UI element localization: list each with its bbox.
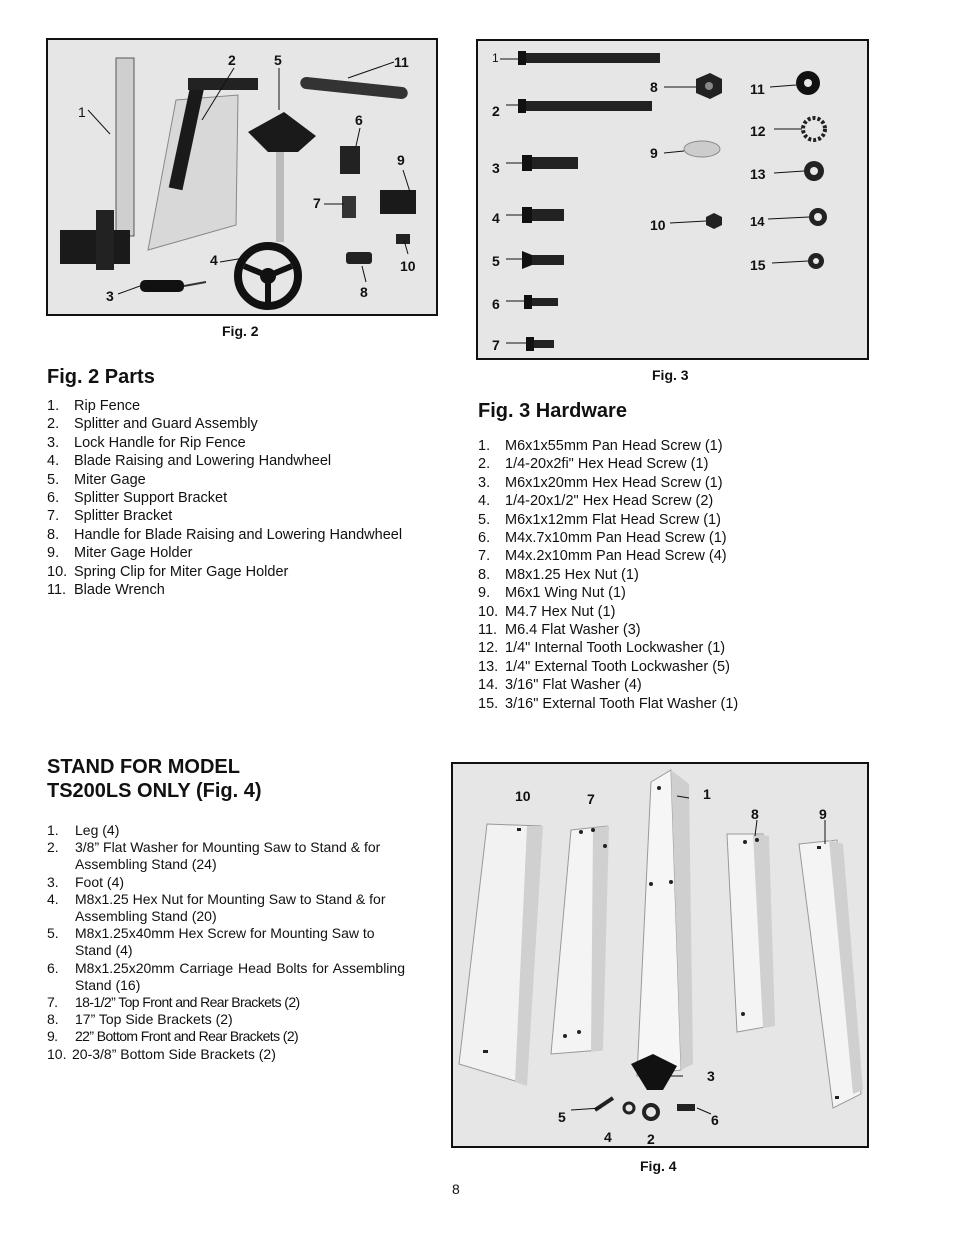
fig3-hardware-title: Fig. 3 Hardware (478, 400, 627, 422)
fig3-hardware-list (478, 437, 738, 713)
fig2-callout-3: 3 (106, 288, 114, 304)
list-item: 7. M4x.2x10mm Pan Head Screw (4) (478, 548, 727, 565)
fig3-image (476, 39, 869, 360)
list-item: 11. Blade Wrench (47, 582, 165, 599)
fig3-hardware-illustration (478, 41, 867, 358)
fig2-callout-11: 11 (394, 54, 409, 70)
fig4-caption: Fig. 4 (640, 1158, 677, 1174)
fig2-callout-7: 7 (313, 195, 321, 211)
list-item: 7. 18-1/2” Top Front and Rear Brackets (2) (47, 994, 300, 1011)
fig4-image (451, 762, 869, 1148)
fig2-parts-title: Fig. 2 Parts (47, 366, 155, 388)
list-item: 7. Splitter Bracket (47, 508, 173, 525)
stand-parts-list (47, 822, 405, 1063)
list-item: 6. Splitter Support Bracket (47, 490, 228, 507)
fig3-caption: Fig. 3 (652, 367, 689, 383)
fig2-callout-4: 4 (210, 252, 218, 268)
list-item: 4. M8x1.25 Hex Nut for Mounting Saw to Stand & for Assembling Stand (20) (47, 890, 386, 925)
fig2-callout-1: 1 (78, 104, 86, 120)
fig4-callout-5: 5 (558, 1109, 566, 1125)
list-item: 8. 17” Top Side Brackets (2) (47, 1011, 233, 1028)
list-item: 1. Rip Fence (47, 398, 141, 414)
fig3-callout-2: 2 (492, 103, 500, 119)
fig4-callout-7: 7 (587, 791, 595, 807)
list-item: 5. Miter Gage (47, 471, 146, 488)
list-item: 14. 3/16" Flat Washer (4) (478, 677, 642, 694)
fig2-callout-6: 6 (355, 112, 363, 128)
fig3-callout-5: 5 (492, 253, 500, 269)
fig3-callout-4: 4 (492, 210, 500, 226)
fig4-stand-illustration (453, 764, 867, 1146)
stand-title-line1: STAND FOR MODEL (47, 756, 240, 778)
list-item: 13. 1/4" External Tooth Lockwasher (5) (478, 658, 730, 675)
fig2-callout-8: 8 (360, 284, 368, 300)
fig3-callout-11: 11 (750, 81, 765, 97)
list-item: 12. 1/4" Internal Tooth Lockwasher (1) (478, 640, 726, 657)
fig4-callout-8: 8 (751, 806, 759, 822)
fig4-callout-9: 9 (819, 806, 827, 822)
fig3-callout-8: 8 (650, 79, 658, 95)
list-item: 8. M8x1.25 Hex Nut (1) (478, 566, 639, 583)
fig3-callout-12: 12 (750, 123, 766, 139)
fig4-callout-4: 4 (604, 1129, 612, 1145)
fig4-callout-3: 3 (707, 1068, 715, 1084)
fig3-callout-15: 15 (750, 257, 766, 273)
list-item: 2. 1/4-20x2fi" Hex Head Screw (1) (478, 456, 709, 473)
list-item: 9. Miter Gage Holder (47, 545, 193, 562)
stand-title (47, 755, 262, 803)
list-item: 5. M8x1.25x40mm Hex Screw for Mounting Saw to Stand (4) (47, 925, 375, 959)
list-item: 2. 3/8” Flat Washer for Mounting Saw to Stand & for Assembling Stand (24) (47, 839, 381, 873)
list-item: 10. M4.7 Hex Nut (1) (478, 603, 616, 620)
list-item: 3. M6x1x20mm Hex Head Screw (1) (478, 474, 723, 491)
list-item: 6. M8x1.25x20mm Carriage Head Bolts for Assembling Stand (16) (47, 959, 405, 993)
list-item: 3. Foot (4) (47, 873, 125, 890)
fig3-callout-14: 14 (750, 214, 765, 229)
fig4-callout-10: 10 (515, 788, 531, 804)
stand-title-line2: TS200LS ONLY (Fig. 4) (47, 780, 262, 802)
fig2-callout-9: 9 (397, 152, 405, 168)
list-item: 2. Splitter and Guard Assembly (47, 416, 258, 433)
fig4-callout-6: 6 (711, 1112, 719, 1128)
fig3-callout-10: 10 (650, 217, 666, 233)
fig3-callout-1: 1 (492, 51, 499, 65)
fig3-callout-9: 9 (650, 145, 658, 161)
fig2-parts-list (47, 397, 402, 599)
list-item: 10. Spring Clip for Miter Gage Holder (47, 563, 289, 580)
fig3-callout-6: 6 (492, 296, 500, 312)
page-number: 8 (452, 1181, 460, 1197)
list-item: 6. M4x.7x10mm Pan Head Screw (1) (478, 530, 727, 547)
list-item: 9. M6x1 Wing Nut (1) (478, 585, 626, 602)
list-item: 4. 1/4-20x1/2" Hex Head Screw (2) (478, 493, 714, 510)
fig3-callout-3: 3 (492, 160, 500, 176)
list-item: 4. Blade Raising and Lowering Handwheel (47, 453, 332, 470)
fig2-callout-2: 2 (228, 52, 236, 68)
fig2-parts-illustration (48, 40, 436, 314)
list-item: 1. M6x1x55mm Pan Head Screw (1) (478, 438, 723, 454)
fig2-image (46, 38, 438, 316)
fig2-caption: Fig. 2 (222, 323, 259, 339)
fig4-callout-2: 2 (647, 1131, 655, 1147)
list-item: 11. M6.4 Flat Washer (3) (478, 622, 641, 639)
list-item: 8. Handle for Blade Raising and Lowering Handwheel (47, 526, 403, 543)
fig3-callout-13: 13 (750, 166, 766, 182)
list-item: 3. Lock Handle for Rip Fence (47, 434, 246, 451)
list-item: 1. Leg (4) (47, 822, 120, 838)
fig2-callout-5: 5 (274, 52, 282, 68)
list-item: 5. M6x1x12mm Flat Head Screw (1) (478, 511, 721, 528)
fig2-callout-10: 10 (400, 258, 416, 274)
fig3-callout-7: 7 (492, 337, 500, 353)
list-item: 15. 3/16" External Tooth Flat Washer (1) (478, 695, 739, 712)
list-item: 10. 20-3/8” Bottom Side Brackets (2) (47, 1045, 276, 1062)
fig4-callout-1: 1 (703, 786, 711, 802)
list-item: 9. 22” Bottom Front and Rear Brackets (2) (47, 1028, 299, 1045)
